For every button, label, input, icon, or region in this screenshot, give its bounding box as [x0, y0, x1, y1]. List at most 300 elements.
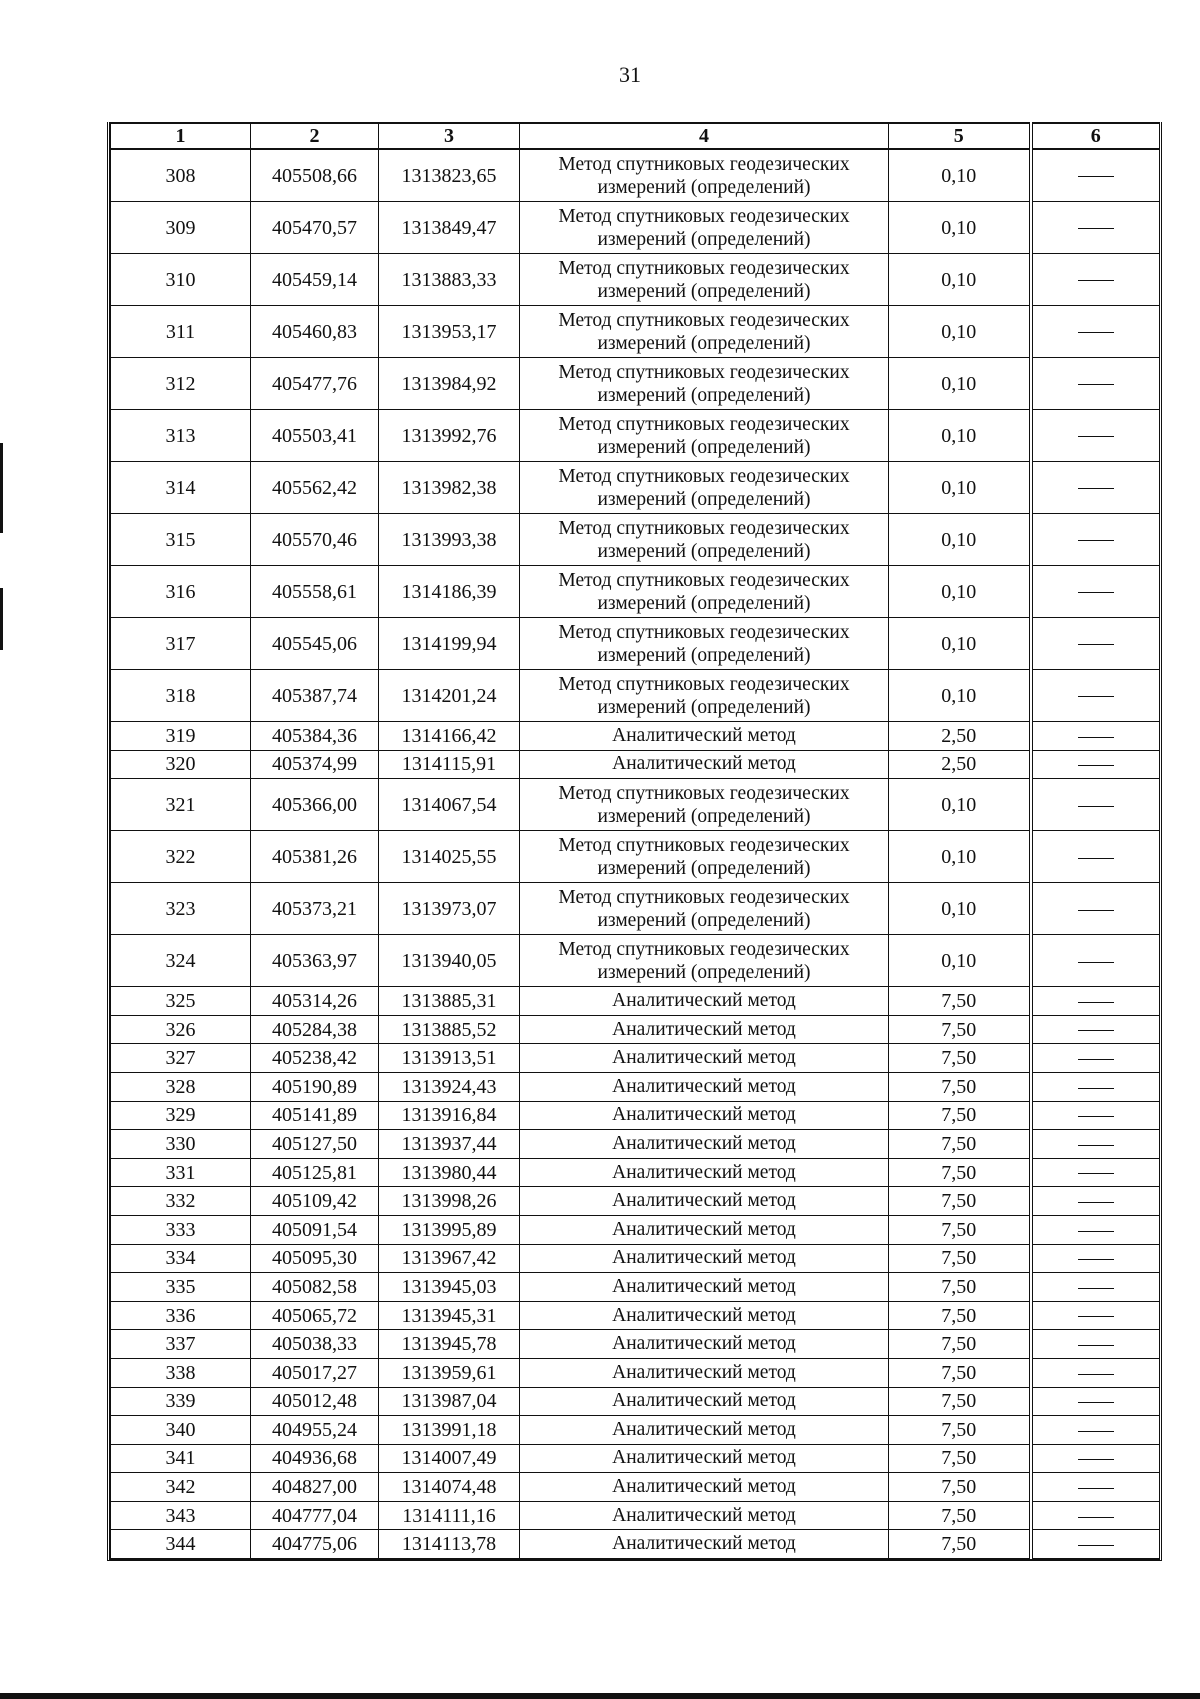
method-cell: Метод спутниковых геодезических измерений (определений) — [520, 670, 889, 722]
note-cell — [1031, 750, 1160, 779]
accuracy-cell: 7,50 — [889, 1444, 1031, 1473]
dash-mark — [1078, 384, 1114, 385]
x-coordinate-cell: 405109,42 — [251, 1187, 379, 1216]
point-number-cell: 310 — [111, 254, 251, 306]
note-cell — [1031, 831, 1160, 883]
method-cell: Аналитический метод — [520, 1330, 889, 1359]
dash-mark — [1078, 488, 1114, 489]
point-number-cell: 327 — [111, 1044, 251, 1073]
point-number-cell: 321 — [111, 779, 251, 831]
point-number-cell: 324 — [111, 935, 251, 987]
dash-mark — [1078, 1202, 1114, 1203]
accuracy-cell: 0,10 — [889, 831, 1031, 883]
dash-mark — [1078, 1259, 1114, 1260]
point-number-cell: 334 — [111, 1244, 251, 1273]
point-number-cell: 333 — [111, 1215, 251, 1244]
note-cell — [1031, 1072, 1160, 1101]
note-cell — [1031, 670, 1160, 722]
table-header-row — [111, 123, 1160, 149]
y-coordinate-cell: 1313991,18 — [379, 1416, 520, 1445]
method-cell: Метод спутниковых геодезических измерений (определений) — [520, 202, 889, 254]
accuracy-cell: 7,50 — [889, 1273, 1031, 1302]
dash-mark — [1078, 228, 1114, 229]
accuracy-cell: 0,10 — [889, 462, 1031, 514]
dash-mark — [1078, 1431, 1114, 1432]
point-number-cell: 325 — [111, 987, 251, 1016]
note-cell — [1031, 1273, 1160, 1302]
table-body — [111, 149, 1160, 1559]
method-cell: Аналитический метод — [520, 722, 889, 751]
method-cell: Аналитический метод — [520, 1473, 889, 1502]
x-coordinate-cell: 405477,76 — [251, 358, 379, 410]
point-number-cell: 331 — [111, 1158, 251, 1187]
point-number-cell: 338 — [111, 1358, 251, 1387]
method-cell: Аналитический метод — [520, 987, 889, 1016]
note-cell — [1031, 202, 1160, 254]
x-coordinate-cell: 405558,61 — [251, 566, 379, 618]
y-coordinate-cell: 1313945,03 — [379, 1273, 520, 1302]
point-number-cell: 344 — [111, 1530, 251, 1559]
accuracy-cell: 7,50 — [889, 1158, 1031, 1187]
point-number-cell: 340 — [111, 1416, 251, 1445]
accuracy-cell: 7,50 — [889, 1301, 1031, 1330]
accuracy-cell: 7,50 — [889, 1244, 1031, 1273]
note-cell — [1031, 1416, 1160, 1445]
table-row — [111, 670, 1160, 722]
method-cell: Аналитический метод — [520, 1101, 889, 1130]
y-coordinate-cell: 1313982,38 — [379, 462, 520, 514]
dash-mark — [1078, 1088, 1114, 1089]
method-cell: Аналитический метод — [520, 1015, 889, 1044]
note-cell — [1031, 1387, 1160, 1416]
table-row — [111, 1072, 1160, 1101]
x-coordinate-cell: 405459,14 — [251, 254, 379, 306]
table-row — [111, 1387, 1160, 1416]
accuracy-cell: 0,10 — [889, 254, 1031, 306]
point-number-cell: 330 — [111, 1130, 251, 1159]
accuracy-cell: 0,10 — [889, 149, 1031, 202]
header-col-1: 1 — [111, 123, 251, 149]
note-cell — [1031, 722, 1160, 751]
x-coordinate-cell: 405141,89 — [251, 1101, 379, 1130]
coordinates-table-frame — [107, 122, 1162, 1561]
header-col-6: 6 — [1031, 123, 1160, 149]
dash-mark — [1078, 540, 1114, 541]
dash-mark — [1078, 1459, 1114, 1460]
method-cell: Аналитический метод — [520, 1072, 889, 1101]
dash-mark — [1078, 1030, 1114, 1031]
accuracy-cell: 0,10 — [889, 306, 1031, 358]
x-coordinate-cell: 405381,26 — [251, 831, 379, 883]
accuracy-cell: 2,50 — [889, 722, 1031, 751]
method-cell: Метод спутниковых геодезических измерений (определений) — [520, 410, 889, 462]
accuracy-cell: 7,50 — [889, 1330, 1031, 1359]
table-row — [111, 750, 1160, 779]
table-row — [111, 358, 1160, 410]
x-coordinate-cell: 404827,00 — [251, 1473, 379, 1502]
x-coordinate-cell: 405125,81 — [251, 1158, 379, 1187]
accuracy-cell: 0,10 — [889, 883, 1031, 935]
table-row — [111, 514, 1160, 566]
table-row — [111, 1215, 1160, 1244]
dash-mark — [1078, 806, 1114, 807]
table-row — [111, 1473, 1160, 1502]
note-cell — [1031, 1330, 1160, 1359]
note-cell — [1031, 1358, 1160, 1387]
accuracy-cell: 7,50 — [889, 1358, 1031, 1387]
point-number-cell: 336 — [111, 1301, 251, 1330]
table-row — [111, 410, 1160, 462]
y-coordinate-cell: 1313984,92 — [379, 358, 520, 410]
dash-mark — [1078, 644, 1114, 645]
note-cell — [1031, 1244, 1160, 1273]
table-row — [111, 1416, 1160, 1445]
y-coordinate-cell: 1314186,39 — [379, 566, 520, 618]
note-cell — [1031, 1015, 1160, 1044]
point-number-cell: 337 — [111, 1330, 251, 1359]
accuracy-cell: 0,10 — [889, 618, 1031, 670]
x-coordinate-cell: 405387,74 — [251, 670, 379, 722]
dash-mark — [1078, 1116, 1114, 1117]
table-row — [111, 987, 1160, 1016]
point-number-cell: 319 — [111, 722, 251, 751]
table-row — [111, 1244, 1160, 1273]
accuracy-cell: 7,50 — [889, 987, 1031, 1016]
note-cell — [1031, 1130, 1160, 1159]
accuracy-cell: 0,10 — [889, 358, 1031, 410]
dash-mark — [1078, 1545, 1114, 1546]
y-coordinate-cell: 1313916,84 — [379, 1101, 520, 1130]
header-col-5: 5 — [889, 123, 1031, 149]
table-row — [111, 1158, 1160, 1187]
point-number-cell: 329 — [111, 1101, 251, 1130]
x-coordinate-cell: 405314,26 — [251, 987, 379, 1016]
accuracy-cell: 0,10 — [889, 670, 1031, 722]
method-cell: Аналитический метод — [520, 1187, 889, 1216]
x-coordinate-cell: 405384,36 — [251, 722, 379, 751]
accuracy-cell: 0,10 — [889, 202, 1031, 254]
accuracy-cell: 7,50 — [889, 1072, 1031, 1101]
x-coordinate-cell: 405374,99 — [251, 750, 379, 779]
dash-mark — [1078, 1231, 1114, 1232]
scan-edge-mark — [0, 443, 3, 533]
y-coordinate-cell: 1314025,55 — [379, 831, 520, 883]
header-col-2: 2 — [251, 123, 379, 149]
accuracy-cell: 0,10 — [889, 566, 1031, 618]
x-coordinate-cell: 404775,06 — [251, 1530, 379, 1559]
x-coordinate-cell: 404955,24 — [251, 1416, 379, 1445]
table-row — [111, 1101, 1160, 1130]
x-coordinate-cell: 404777,04 — [251, 1501, 379, 1530]
dash-mark — [1078, 1517, 1114, 1518]
dash-mark — [1078, 858, 1114, 859]
accuracy-cell: 7,50 — [889, 1101, 1031, 1130]
accuracy-cell: 7,50 — [889, 1215, 1031, 1244]
table-row — [111, 306, 1160, 358]
method-cell: Метод спутниковых геодезических измерений (определений) — [520, 306, 889, 358]
point-number-cell: 316 — [111, 566, 251, 618]
coordinates-table — [110, 122, 1160, 1559]
page-number: 31 — [619, 62, 641, 87]
table-row — [111, 149, 1160, 202]
accuracy-cell: 0,10 — [889, 935, 1031, 987]
dash-mark — [1078, 280, 1114, 281]
dash-mark — [1078, 436, 1114, 437]
note-cell — [1031, 935, 1160, 987]
accuracy-cell: 7,50 — [889, 1387, 1031, 1416]
dash-mark — [1078, 1288, 1114, 1289]
table-row — [111, 254, 1160, 306]
accuracy-cell: 0,10 — [889, 779, 1031, 831]
x-coordinate-cell: 405562,42 — [251, 462, 379, 514]
point-number-cell: 335 — [111, 1273, 251, 1302]
x-coordinate-cell: 405508,66 — [251, 149, 379, 202]
method-cell: Аналитический метод — [520, 1273, 889, 1302]
accuracy-cell: 2,50 — [889, 750, 1031, 779]
point-number-cell: 311 — [111, 306, 251, 358]
y-coordinate-cell: 1314074,48 — [379, 1473, 520, 1502]
dash-mark — [1078, 962, 1114, 963]
table-row — [111, 1301, 1160, 1330]
method-cell: Аналитический метод — [520, 750, 889, 779]
dash-mark — [1078, 910, 1114, 911]
table-row — [111, 779, 1160, 831]
accuracy-cell: 7,50 — [889, 1044, 1031, 1073]
table-row — [111, 1187, 1160, 1216]
y-coordinate-cell: 1314111,16 — [379, 1501, 520, 1530]
dash-mark — [1078, 1173, 1114, 1174]
method-cell: Аналитический метод — [520, 1530, 889, 1559]
x-coordinate-cell: 405238,42 — [251, 1044, 379, 1073]
note-cell — [1031, 1444, 1160, 1473]
note-cell — [1031, 1301, 1160, 1330]
table-row — [111, 462, 1160, 514]
dash-mark — [1078, 1488, 1114, 1489]
method-cell: Метод спутниковых геодезических измерений (определений) — [520, 779, 889, 831]
note-cell — [1031, 254, 1160, 306]
x-coordinate-cell: 405190,89 — [251, 1072, 379, 1101]
note-cell — [1031, 514, 1160, 566]
method-cell: Аналитический метод — [520, 1301, 889, 1330]
scan-bottom-rule — [0, 1693, 1200, 1699]
method-cell: Аналитический метод — [520, 1387, 889, 1416]
method-cell: Метод спутниковых геодезических измерений (определений) — [520, 883, 889, 935]
method-cell: Метод спутниковых геодезических измерений (определений) — [520, 358, 889, 410]
dash-mark — [1078, 176, 1114, 177]
y-coordinate-cell: 1313940,05 — [379, 935, 520, 987]
point-number-cell: 332 — [111, 1187, 251, 1216]
table-row — [111, 1273, 1160, 1302]
point-number-cell: 342 — [111, 1473, 251, 1502]
table-row — [111, 722, 1160, 751]
point-number-cell: 341 — [111, 1444, 251, 1473]
point-number-cell: 326 — [111, 1015, 251, 1044]
method-cell: Метод спутниковых геодезических измерений (определений) — [520, 831, 889, 883]
x-coordinate-cell: 405366,00 — [251, 779, 379, 831]
point-number-cell: 318 — [111, 670, 251, 722]
y-coordinate-cell: 1313953,17 — [379, 306, 520, 358]
y-coordinate-cell: 1314007,49 — [379, 1444, 520, 1473]
dash-mark — [1078, 1002, 1114, 1003]
x-coordinate-cell: 405363,97 — [251, 935, 379, 987]
y-coordinate-cell: 1313995,89 — [379, 1215, 520, 1244]
point-number-cell: 312 — [111, 358, 251, 410]
y-coordinate-cell: 1313885,52 — [379, 1015, 520, 1044]
note-cell — [1031, 149, 1160, 202]
method-cell: Аналитический метод — [520, 1358, 889, 1387]
scan-edge-mark — [0, 588, 3, 650]
dash-mark — [1078, 1345, 1114, 1346]
note-cell — [1031, 1530, 1160, 1559]
table-row — [111, 202, 1160, 254]
point-number-cell: 343 — [111, 1501, 251, 1530]
note-cell — [1031, 987, 1160, 1016]
dash-mark — [1078, 1374, 1114, 1375]
point-number-cell: 328 — [111, 1072, 251, 1101]
dash-mark — [1078, 737, 1114, 738]
x-coordinate-cell: 404936,68 — [251, 1444, 379, 1473]
y-coordinate-cell: 1313945,31 — [379, 1301, 520, 1330]
dash-mark — [1078, 696, 1114, 697]
note-cell — [1031, 1044, 1160, 1073]
y-coordinate-cell: 1313883,33 — [379, 254, 520, 306]
accuracy-cell: 0,10 — [889, 514, 1031, 566]
table-row — [111, 1130, 1160, 1159]
y-coordinate-cell: 1314166,42 — [379, 722, 520, 751]
y-coordinate-cell: 1313959,61 — [379, 1358, 520, 1387]
table-row — [111, 1015, 1160, 1044]
method-cell: Аналитический метод — [520, 1444, 889, 1473]
point-number-cell: 323 — [111, 883, 251, 935]
y-coordinate-cell: 1313967,42 — [379, 1244, 520, 1273]
y-coordinate-cell: 1313849,47 — [379, 202, 520, 254]
y-coordinate-cell: 1314201,24 — [379, 670, 520, 722]
note-cell — [1031, 462, 1160, 514]
dash-mark — [1078, 1145, 1114, 1146]
x-coordinate-cell: 405065,72 — [251, 1301, 379, 1330]
x-coordinate-cell: 405012,48 — [251, 1387, 379, 1416]
y-coordinate-cell: 1313980,44 — [379, 1158, 520, 1187]
dash-mark — [1078, 592, 1114, 593]
table-row — [111, 1444, 1160, 1473]
note-cell — [1031, 883, 1160, 935]
x-coordinate-cell: 405284,38 — [251, 1015, 379, 1044]
method-cell: Аналитический метод — [520, 1215, 889, 1244]
point-number-cell: 322 — [111, 831, 251, 883]
accuracy-cell: 7,50 — [889, 1416, 1031, 1445]
accuracy-cell: 7,50 — [889, 1473, 1031, 1502]
y-coordinate-cell: 1313945,78 — [379, 1330, 520, 1359]
method-cell: Аналитический метод — [520, 1501, 889, 1530]
note-cell — [1031, 1187, 1160, 1216]
note-cell — [1031, 618, 1160, 670]
y-coordinate-cell: 1313992,76 — [379, 410, 520, 462]
note-cell — [1031, 566, 1160, 618]
dash-mark — [1078, 765, 1114, 766]
table-row — [111, 883, 1160, 935]
dash-mark — [1078, 1316, 1114, 1317]
y-coordinate-cell: 1314067,54 — [379, 779, 520, 831]
accuracy-cell: 7,50 — [889, 1530, 1031, 1559]
table-row — [111, 935, 1160, 987]
y-coordinate-cell: 1313993,38 — [379, 514, 520, 566]
method-cell: Метод спутниковых геодезических измерений (определений) — [520, 254, 889, 306]
header-col-3: 3 — [379, 123, 520, 149]
method-cell: Метод спутниковых геодезических измерений (определений) — [520, 149, 889, 202]
x-coordinate-cell: 405460,83 — [251, 306, 379, 358]
table-row — [111, 1358, 1160, 1387]
x-coordinate-cell: 405545,06 — [251, 618, 379, 670]
note-cell — [1031, 779, 1160, 831]
point-number-cell: 317 — [111, 618, 251, 670]
dash-mark — [1078, 1059, 1114, 1060]
note-cell — [1031, 1215, 1160, 1244]
dash-mark — [1078, 1402, 1114, 1403]
x-coordinate-cell: 405503,41 — [251, 410, 379, 462]
x-coordinate-cell: 405127,50 — [251, 1130, 379, 1159]
point-number-cell: 339 — [111, 1387, 251, 1416]
note-cell — [1031, 1158, 1160, 1187]
note-cell — [1031, 358, 1160, 410]
y-coordinate-cell: 1313924,43 — [379, 1072, 520, 1101]
point-number-cell: 313 — [111, 410, 251, 462]
method-cell: Аналитический метод — [520, 1158, 889, 1187]
y-coordinate-cell: 1313823,65 — [379, 149, 520, 202]
x-coordinate-cell: 405095,30 — [251, 1244, 379, 1273]
note-cell — [1031, 410, 1160, 462]
note-cell — [1031, 1473, 1160, 1502]
y-coordinate-cell: 1313885,31 — [379, 987, 520, 1016]
table-row — [111, 618, 1160, 670]
method-cell: Метод спутниковых геодезических измерений (определений) — [520, 566, 889, 618]
method-cell: Метод спутниковых геодезических измерений (определений) — [520, 462, 889, 514]
point-number-cell: 314 — [111, 462, 251, 514]
table-row — [111, 1330, 1160, 1359]
method-cell: Метод спутниковых геодезических измерений (определений) — [520, 618, 889, 670]
method-cell: Метод спутниковых геодезических измерений (определений) — [520, 935, 889, 987]
x-coordinate-cell: 405373,21 — [251, 883, 379, 935]
point-number-cell: 320 — [111, 750, 251, 779]
y-coordinate-cell: 1314115,91 — [379, 750, 520, 779]
note-cell — [1031, 306, 1160, 358]
note-cell — [1031, 1101, 1160, 1130]
table-row — [111, 1044, 1160, 1073]
method-cell: Метод спутниковых геодезических измерений (определений) — [520, 514, 889, 566]
accuracy-cell: 7,50 — [889, 1187, 1031, 1216]
method-cell: Аналитический метод — [520, 1244, 889, 1273]
table-row — [111, 566, 1160, 618]
accuracy-cell: 0,10 — [889, 410, 1031, 462]
table-row — [111, 831, 1160, 883]
x-coordinate-cell: 405091,54 — [251, 1215, 379, 1244]
accuracy-cell: 7,50 — [889, 1130, 1031, 1159]
method-cell: Аналитический метод — [520, 1416, 889, 1445]
y-coordinate-cell: 1314113,78 — [379, 1530, 520, 1559]
method-cell: Аналитический метод — [520, 1044, 889, 1073]
y-coordinate-cell: 1313973,07 — [379, 883, 520, 935]
table-row — [111, 1530, 1160, 1559]
table-row — [111, 1501, 1160, 1530]
x-coordinate-cell: 405017,27 — [251, 1358, 379, 1387]
x-coordinate-cell: 405470,57 — [251, 202, 379, 254]
x-coordinate-cell: 405082,58 — [251, 1273, 379, 1302]
point-number-cell: 308 — [111, 149, 251, 202]
y-coordinate-cell: 1313998,26 — [379, 1187, 520, 1216]
method-cell: Аналитический метод — [520, 1130, 889, 1159]
accuracy-cell: 7,50 — [889, 1015, 1031, 1044]
y-coordinate-cell: 1313913,51 — [379, 1044, 520, 1073]
note-cell — [1031, 1501, 1160, 1530]
